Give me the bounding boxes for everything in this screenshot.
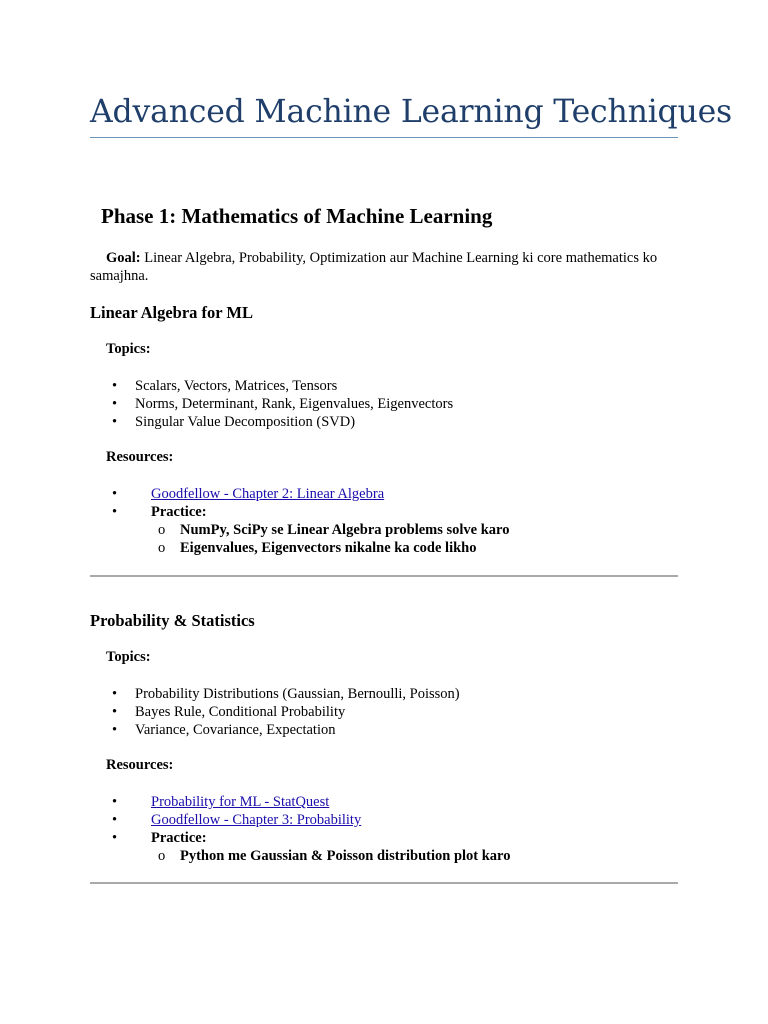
practice-item (90, 503, 509, 557)
resource-link[interactable]: Probability for ML - StatQuest (151, 794, 330, 810)
topic-item: • Variance, Covariance, Expectation (90, 721, 460, 739)
section-heading-probability: Probability & Statistics (90, 611, 255, 630)
section-divider (90, 882, 678, 884)
topic-item: • Probability Distributions (Gaussian, Bernoulli, Poisson) (90, 685, 460, 703)
practice-task: o NumPy, SciPy se Linear Algebra problems solve karo (151, 521, 509, 539)
resources-list (90, 485, 509, 557)
topic-item: • Norms, Determinant, Rank, Eigenvalues, Eigenvectors (90, 395, 453, 413)
topic-item: • Scalars, Vectors, Matrices, Tensors (90, 377, 453, 395)
practice-label: Practice: (151, 830, 207, 846)
goal-text: Linear Algebra, Probability, Optimization aur Machine Learning ki core mathematics ko samajhna. (90, 250, 658, 284)
topics-label: Topics: (106, 341, 151, 357)
phase-heading: Phase 1: Mathematics of Machine Learning (101, 204, 493, 228)
document-title: Advanced Machine Learning Techniques (90, 94, 732, 130)
section-divider (90, 575, 678, 577)
goal-label: Goal: (106, 250, 141, 266)
practice-item (90, 829, 510, 865)
resource-item (90, 485, 509, 503)
topic-item: • Singular Value Decomposition (SVD) (90, 413, 453, 431)
section-heading-linear-algebra: Linear Algebra for ML (90, 303, 254, 322)
goal-paragraph (90, 249, 680, 285)
topic-item: • Bayes Rule, Conditional Probability (90, 703, 460, 721)
resources-label: Resources: (106, 449, 174, 465)
practice-list (151, 521, 509, 557)
topics-label: Topics: (106, 649, 151, 665)
resource-item (90, 811, 510, 829)
resources-list (90, 793, 510, 865)
resource-link[interactable]: Goodfellow - Chapter 3: Probability (151, 812, 362, 828)
resource-item (90, 793, 510, 811)
title-underline (90, 137, 678, 138)
topics-list (90, 377, 453, 431)
topics-list (90, 685, 460, 739)
resource-link[interactable]: Goodfellow - Chapter 2: Linear Algebra (151, 486, 385, 502)
practice-task: o Eigenvalues, Eigenvectors nikalne ka code likho (151, 539, 509, 557)
practice-list (151, 847, 510, 865)
practice-task: o Python me Gaussian & Poisson distribution plot karo (151, 847, 510, 865)
practice-label: Practice: (151, 504, 207, 520)
resources-label: Resources: (106, 757, 174, 773)
